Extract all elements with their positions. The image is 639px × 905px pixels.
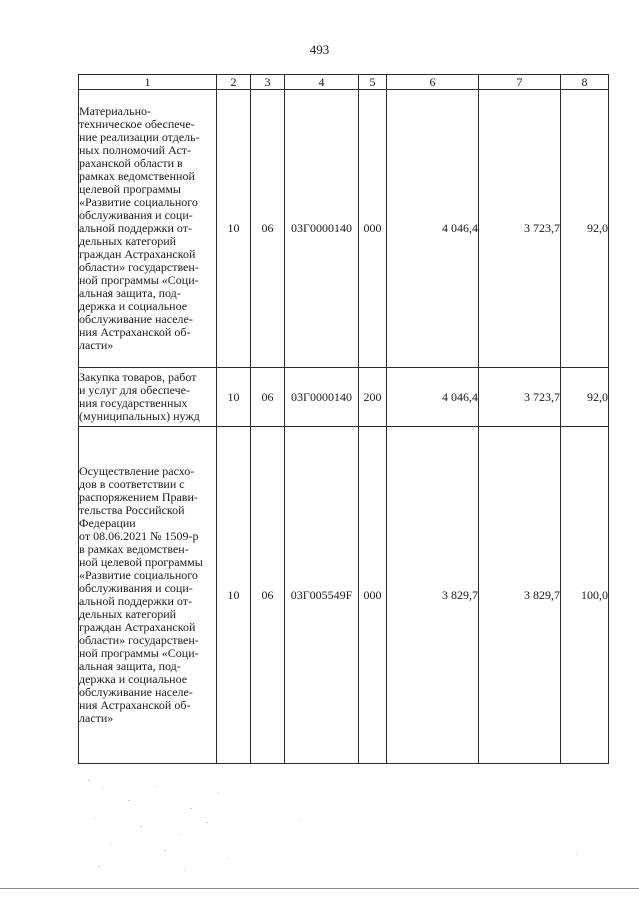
- header-col-5: 5: [359, 75, 387, 90]
- row-section: 10: [217, 427, 251, 764]
- header-col-4: 4: [285, 75, 359, 90]
- row-approved: 4 046,4: [387, 90, 479, 368]
- row-subsection: 06: [251, 368, 285, 427]
- row-approved: 3 829,7: [387, 427, 479, 764]
- row-subsection: 06: [251, 427, 285, 764]
- row-executed: 3 829,7: [479, 427, 561, 764]
- row-percent: 92,0: [561, 90, 609, 368]
- header-col-7: 7: [479, 75, 561, 90]
- table-row: [79, 427, 609, 764]
- table-row: [79, 368, 609, 427]
- budget-execution-table: [78, 74, 609, 764]
- header-col-2: 2: [217, 75, 251, 90]
- header-col-3: 3: [251, 75, 285, 90]
- scan-noise: [88, 778, 628, 878]
- row-subsection: 06: [251, 90, 285, 368]
- row-percent: 100,0: [561, 427, 609, 764]
- row-target-article: 03Г0000140: [285, 90, 359, 368]
- header-col-6: 6: [387, 75, 479, 90]
- page-bottom-edge: [0, 888, 639, 889]
- row-percent: 92,0: [561, 368, 609, 427]
- row-description: Материально- техническое обеспече- ние реализации отдель- ных полномочий Аст- раханской области в рамках ведомственной целевой программы «Развитие социального обслуживания и соци- альной поддержки от- дельных категорий граждан Астраханской области» государствен- ной программы «Соци- альная защита, под- держка и социальное обслуживание населе- ния Астраханской об- ласти»: [79, 90, 217, 368]
- table-row: [79, 90, 609, 368]
- header-row: [79, 75, 609, 90]
- row-target-article: 03Г0000140: [285, 368, 359, 427]
- header-col-8: 8: [561, 75, 609, 90]
- header-col-1: 1: [79, 75, 217, 90]
- page-number: 493: [309, 42, 330, 57]
- row-description: Осуществление расхо- дов в соответствии с распоряжением Прави- тельства Российской Федерации от 08.06.2021 № 1509-р в рамках ведомствен- ной целевой программы «Развитие социального обслуживания и соци- альной поддержки от- дельных категорий граждан Астраханской области» государствен- ной программы «Соци- альная защита, под- держка и социальное обслуживание населе- ния Астраханской об- ласти»: [79, 427, 217, 764]
- row-approved: 4 046,4: [387, 368, 479, 427]
- row-executed: 3 723,7: [479, 368, 561, 427]
- row-executed: 3 723,7: [479, 90, 561, 368]
- row-section: 10: [217, 368, 251, 427]
- row-expense-type: 000: [359, 90, 387, 368]
- row-expense-type: 200: [359, 368, 387, 427]
- row-description: Закупка товаров, работ и услуг для обеспече- ния государственных (муниципальных) нужд: [79, 368, 217, 427]
- row-section: 10: [217, 90, 251, 368]
- row-target-article: 03Г005549F: [285, 427, 359, 764]
- row-expense-type: 000: [359, 427, 387, 764]
